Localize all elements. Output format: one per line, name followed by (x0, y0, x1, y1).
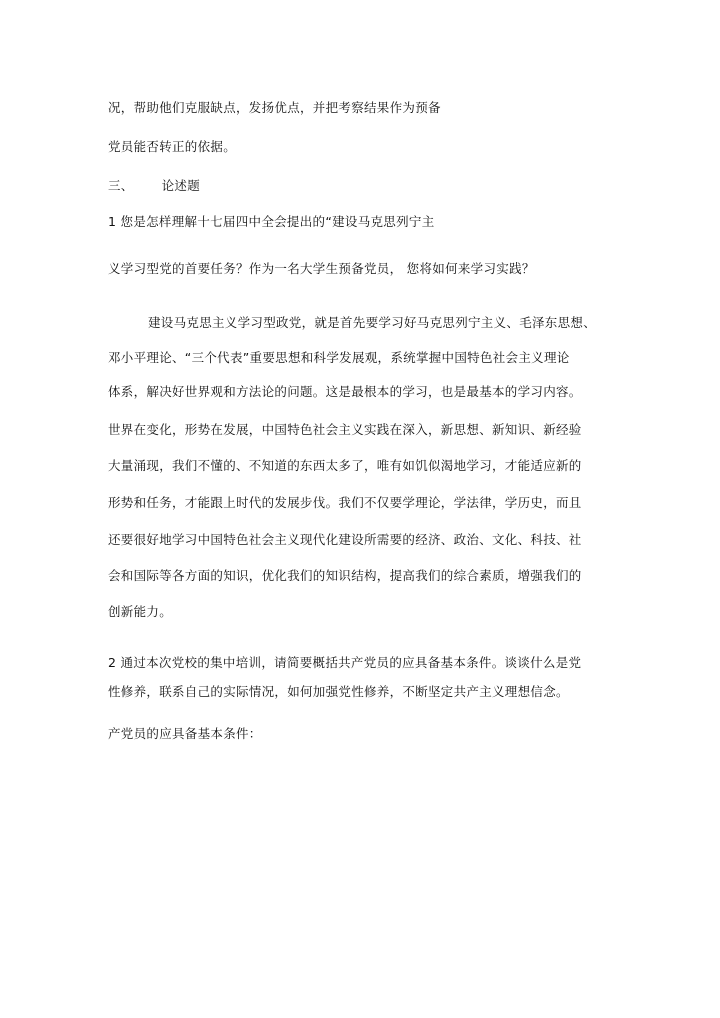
text-line: 产党员的应具备基本条件： (108, 726, 262, 741)
question-1-line: 义学习型党的首要任务？作为一名大学生预备党员， 您将如何来学习实践？ (108, 261, 535, 276)
answer-line: 建设马克思主义学习型政党，就是首先要学习好马克思列宁主义、毛泽东思想、 (148, 315, 597, 330)
text-line: 况，帮助他们克服缺点，发扬优点，并把考察结果作为预备 (108, 100, 441, 115)
answer-line: 大量涌现，我们不懂的、不知道的东西太多了，唯有如饥似渴地学习，才能适应新的 (108, 458, 582, 473)
section-title: 论述题 (161, 178, 201, 193)
question-2-line: 2 通过本次党校的集中培训，请简要概括共产党员的应具备基本条件。谈谈什么是党 (108, 655, 582, 670)
text-line: 党员能否转正的依据。 (108, 139, 237, 154)
question-2-line: 性修养，联系自己的实际情况，如何加强党性修养，不断坚定共产主义理想信念。 (108, 684, 569, 699)
section-heading (108, 178, 200, 194)
answer-line: 会和国际等各方面的知识，优化我们的知识结构，提高我们的综合素质，增强我们的 (108, 568, 582, 583)
section-number: 三、 (108, 178, 134, 193)
answer-line: 体系，解决好世界观和方法论的问题。这是最根本的学习，也是最基本的学习内容。 (108, 384, 582, 399)
answer-line: 还要很好地学习中国特色社会主义现代化建设所需要的经济、政治、文化、科技、社 (108, 532, 582, 547)
question-1-line: 1 您是怎样理解十七届四中全会提出的“建设马克思列宁主 (108, 214, 435, 229)
answer-line: 邓小平理论、“三个代表”重要思想和科学发展观，系统掌握中国特色社会主义理论 (108, 350, 570, 365)
answer-line: 世界在变化，形势在发展，中国特色社会主义实践在深入，新思想、新知识、新经验 (108, 422, 582, 437)
answer-line: 创新能力。 (108, 604, 173, 619)
answer-line: 形势和任务，才能跟上时代的发展步伐。我们不仅要学理论，学法律，学历史，而且 (108, 495, 582, 510)
